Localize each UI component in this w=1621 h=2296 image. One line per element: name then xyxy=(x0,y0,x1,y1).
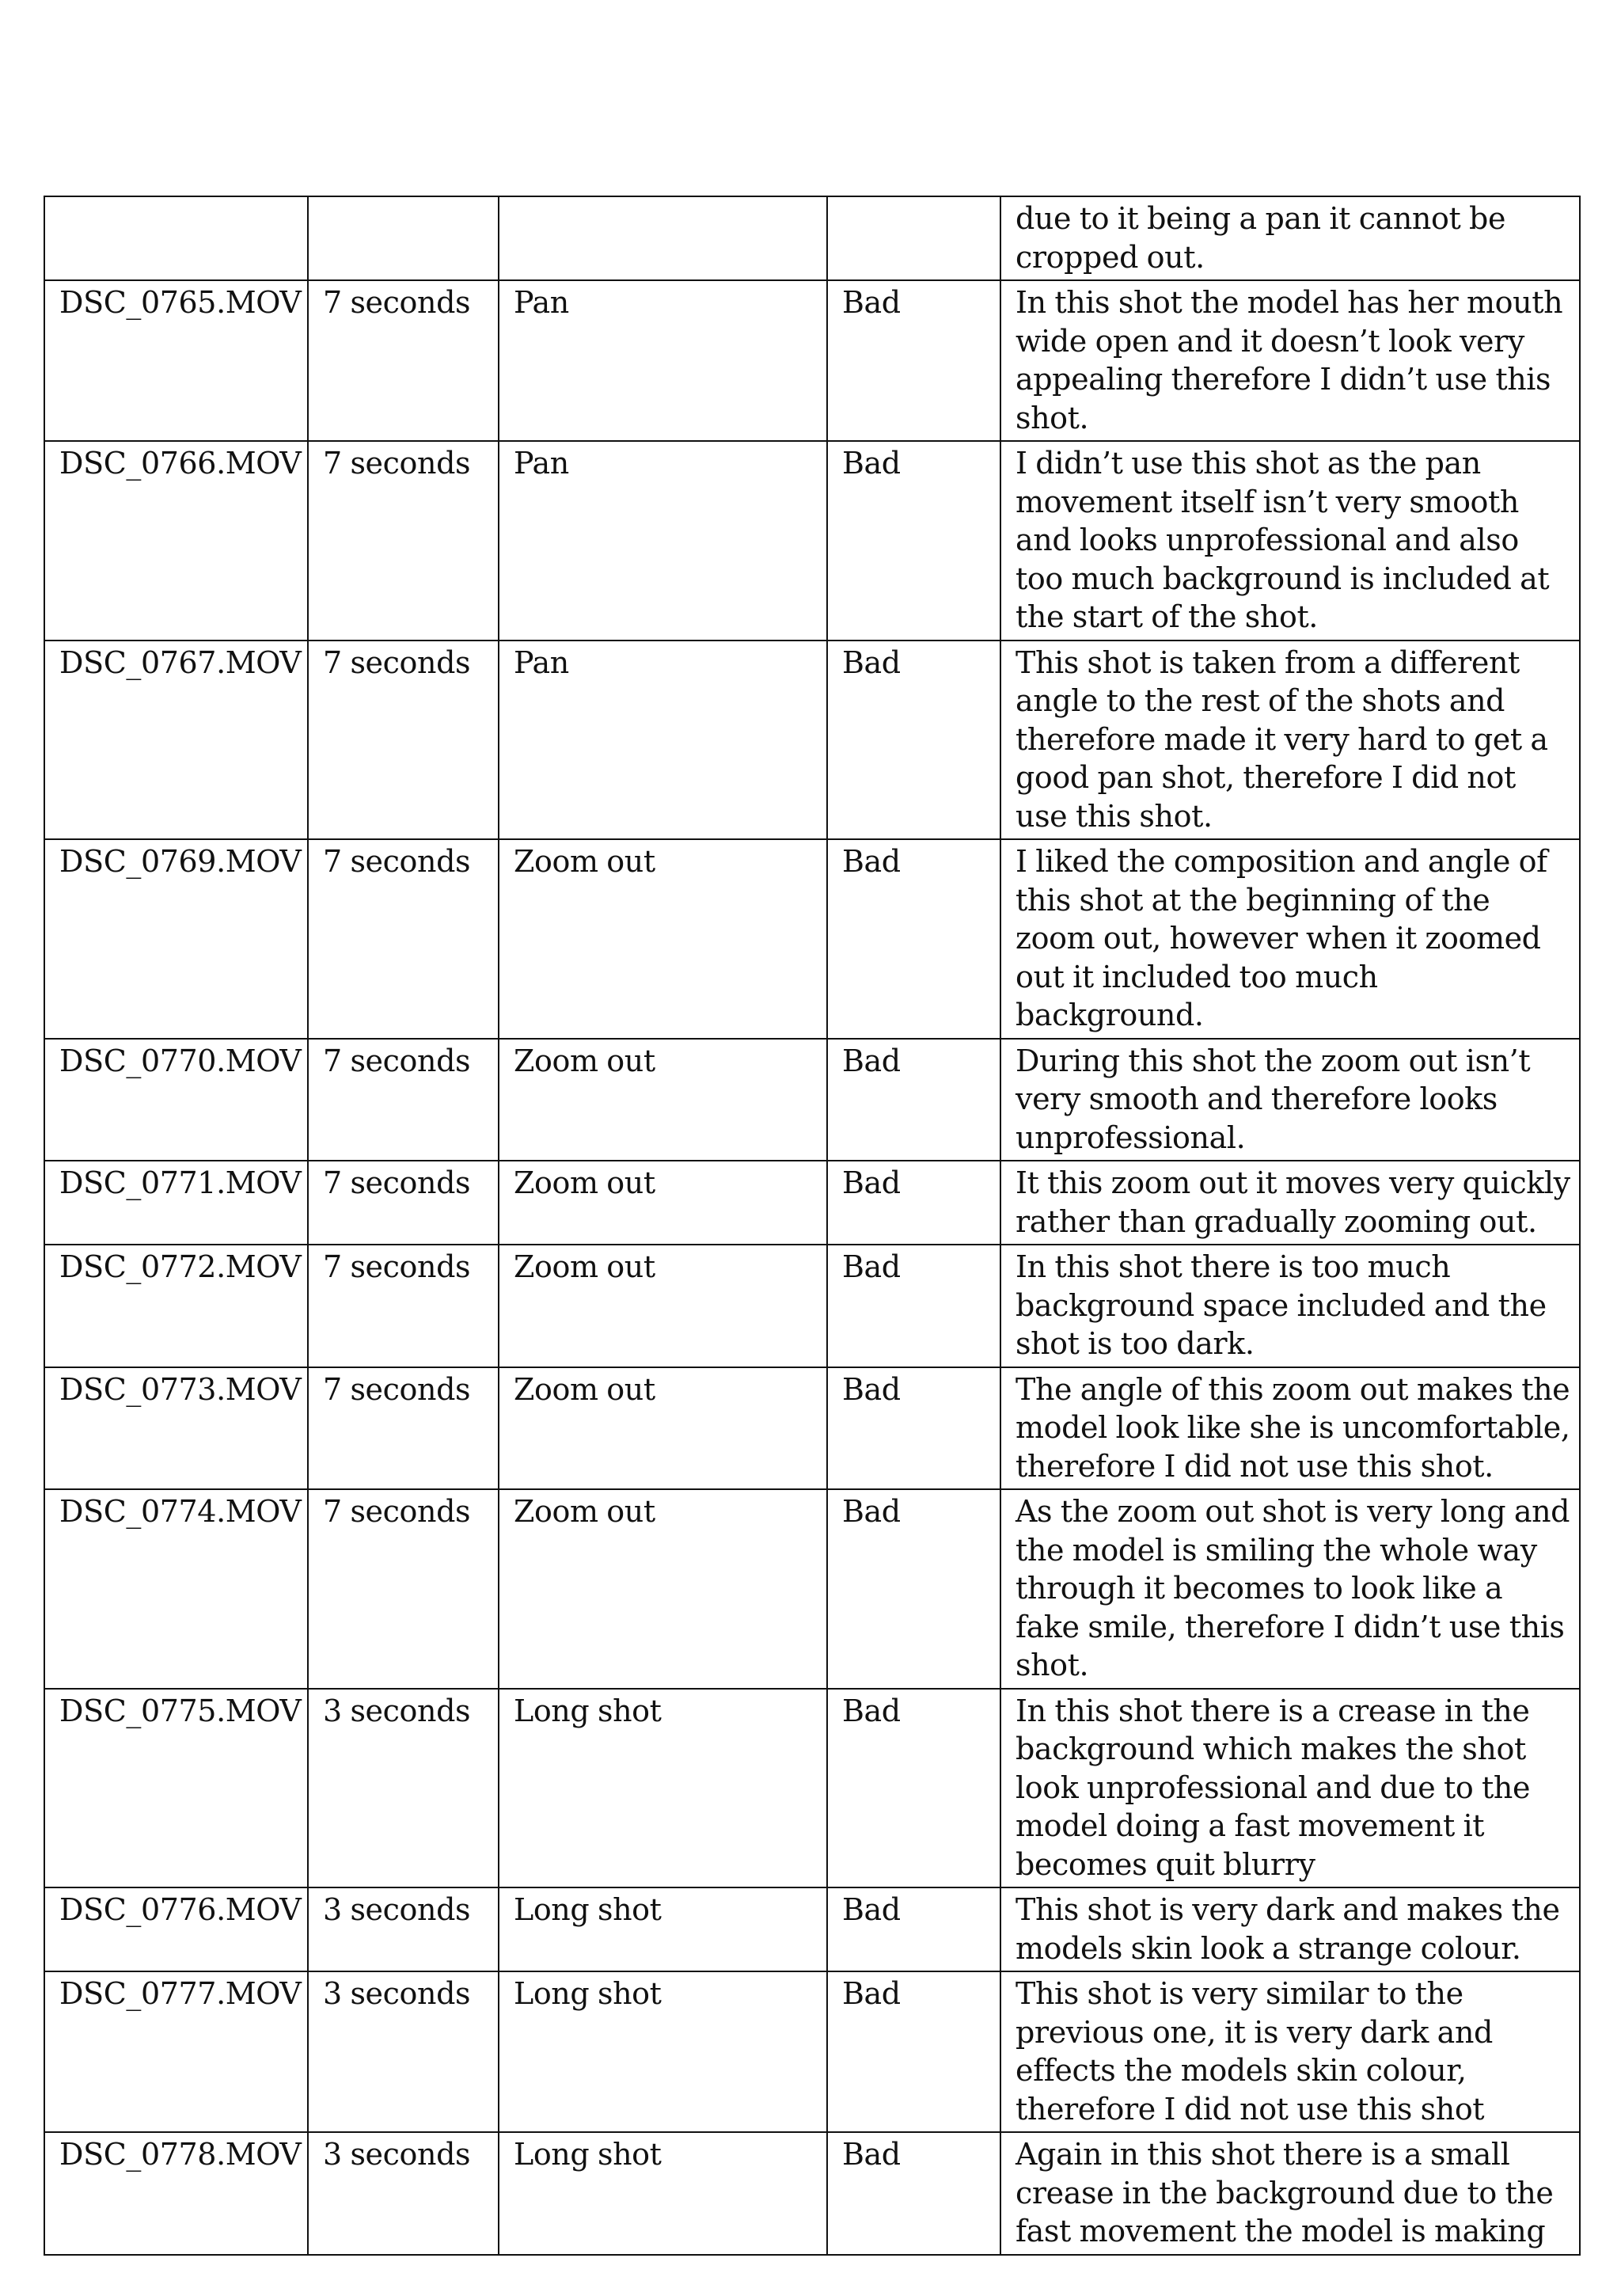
duration-cell: 7 seconds xyxy=(308,839,499,1039)
rating-cell xyxy=(827,196,1000,280)
comment-cell: It this zoom out it moves very quickly rather than gradually zooming out. xyxy=(1000,1161,1580,1245)
shot-type-cell: Zoom out xyxy=(499,1367,827,1490)
duration-cell: 7 seconds xyxy=(308,280,499,441)
shot-type-cell: Zoom out xyxy=(499,1161,827,1245)
duration-cell: 7 seconds xyxy=(308,1161,499,1245)
duration-cell: 7 seconds xyxy=(308,1367,499,1490)
table-row xyxy=(44,1971,1580,2132)
shot-type-cell: Pan xyxy=(499,441,827,641)
file-name-cell: DSC_0776.MOV xyxy=(44,1887,308,1971)
file-name-cell: DSC_0770.MOV xyxy=(44,1039,308,1161)
rating-cell: Bad xyxy=(827,1689,1000,1888)
rating-cell: Bad xyxy=(827,1971,1000,2132)
rating-cell: Bad xyxy=(827,1887,1000,1971)
shot-type-cell xyxy=(499,196,827,280)
comment-cell: due to it being a pan it cannot be cropped out. xyxy=(1000,196,1580,280)
table-row xyxy=(44,1489,1580,1689)
file-name-cell: DSC_0774.MOV xyxy=(44,1489,308,1689)
rating-cell: Bad xyxy=(827,280,1000,441)
table-row xyxy=(44,1039,1580,1161)
file-name-cell: DSC_0777.MOV xyxy=(44,1971,308,2132)
duration-cell: 3 seconds xyxy=(308,2132,499,2255)
comment-cell: In this shot there is a crease in the background which makes the shot look unprofessional and due to the model doing a fast movement it becomes quit blurry xyxy=(1000,1689,1580,1888)
rating-cell: Bad xyxy=(827,441,1000,641)
file-name-cell: DSC_0769.MOV xyxy=(44,839,308,1039)
shot-type-cell: Zoom out xyxy=(499,1245,827,1367)
comment-cell: This shot is very similar to the previous one, it is very dark and effects the models skin colour, therefore I did not use this shot xyxy=(1000,1971,1580,2132)
file-name-cell: DSC_0766.MOV xyxy=(44,441,308,641)
duration-cell: 7 seconds xyxy=(308,1245,499,1367)
comment-cell: Again in this shot there is a small crease in the background due to the fast movement the model is making xyxy=(1000,2132,1580,2255)
shot-type-cell: Zoom out xyxy=(499,1489,827,1689)
rating-cell: Bad xyxy=(827,1161,1000,1245)
table-row xyxy=(44,641,1580,840)
file-name-cell: DSC_0773.MOV xyxy=(44,1367,308,1490)
duration-cell: 7 seconds xyxy=(308,441,499,641)
file-name-cell: DSC_0775.MOV xyxy=(44,1689,308,1888)
table-row xyxy=(44,441,1580,641)
table-row xyxy=(44,1161,1580,1245)
table-row xyxy=(44,839,1580,1039)
rating-cell: Bad xyxy=(827,839,1000,1039)
table-row xyxy=(44,280,1580,441)
shot-type-cell: Zoom out xyxy=(499,839,827,1039)
table-row xyxy=(44,196,1580,280)
rating-cell: Bad xyxy=(827,1489,1000,1689)
duration-cell: 7 seconds xyxy=(308,641,499,840)
duration-cell: 7 seconds xyxy=(308,1489,499,1689)
file-name-cell xyxy=(44,196,308,280)
comment-cell: This shot is taken from a different angle to the rest of the shots and therefore made it very hard to get a good pan shot, therefore I did not use this shot. xyxy=(1000,641,1580,840)
rating-cell: Bad xyxy=(827,641,1000,840)
rating-cell: Bad xyxy=(827,1039,1000,1161)
comment-cell: I liked the composition and angle of this shot at the beginning of the zoom out, however when it zoomed out it included too much background. xyxy=(1000,839,1580,1039)
comment-cell: In this shot there is too much background space included and the shot is too dark. xyxy=(1000,1245,1580,1367)
shot-type-cell: Pan xyxy=(499,641,827,840)
shot-log-body xyxy=(44,196,1580,2255)
shot-type-cell: Long shot xyxy=(499,1887,827,1971)
table-row xyxy=(44,1689,1580,1888)
shot-type-cell: Long shot xyxy=(499,1971,827,2132)
table-row xyxy=(44,1887,1580,1971)
file-name-cell: DSC_0771.MOV xyxy=(44,1161,308,1245)
duration-cell: 3 seconds xyxy=(308,1971,499,2132)
duration-cell: 7 seconds xyxy=(308,1039,499,1161)
rating-cell: Bad xyxy=(827,1367,1000,1490)
duration-cell xyxy=(308,196,499,280)
file-name-cell: DSC_0772.MOV xyxy=(44,1245,308,1367)
file-name-cell: DSC_0765.MOV xyxy=(44,280,308,441)
comment-cell: I didn’t use this shot as the pan movement itself isn’t very smooth and looks unprofessional and also too much background is included at the start of the shot. xyxy=(1000,441,1580,641)
rating-cell: Bad xyxy=(827,2132,1000,2255)
comment-cell: During this shot the zoom out isn’t very smooth and therefore looks unprofessional. xyxy=(1000,1039,1580,1161)
comment-cell: As the zoom out shot is very long and the model is smiling the whole way through it becomes to look like a fake smile, therefore I didn’t use this shot. xyxy=(1000,1489,1580,1689)
table-row xyxy=(44,1245,1580,1367)
file-name-cell: DSC_0767.MOV xyxy=(44,641,308,840)
comment-cell: The angle of this zoom out makes the model look like she is uncomfortable, therefore I did not use this shot. xyxy=(1000,1367,1580,1490)
shot-type-cell: Long shot xyxy=(499,2132,827,2255)
duration-cell: 3 seconds xyxy=(308,1689,499,1888)
shot-type-cell: Pan xyxy=(499,280,827,441)
file-name-cell: DSC_0778.MOV xyxy=(44,2132,308,2255)
comment-cell: In this shot the model has her mouth wide open and it doesn’t look very appealing therefore I didn’t use this shot. xyxy=(1000,280,1580,441)
table-row xyxy=(44,2132,1580,2255)
comment-cell: This shot is very dark and makes the models skin look a strange colour. xyxy=(1000,1887,1580,1971)
shot-type-cell: Long shot xyxy=(499,1689,827,1888)
shot-log-table xyxy=(44,196,1581,2256)
table-row xyxy=(44,1367,1580,1490)
shot-type-cell: Zoom out xyxy=(499,1039,827,1161)
rating-cell: Bad xyxy=(827,1245,1000,1367)
duration-cell: 3 seconds xyxy=(308,1887,499,1971)
